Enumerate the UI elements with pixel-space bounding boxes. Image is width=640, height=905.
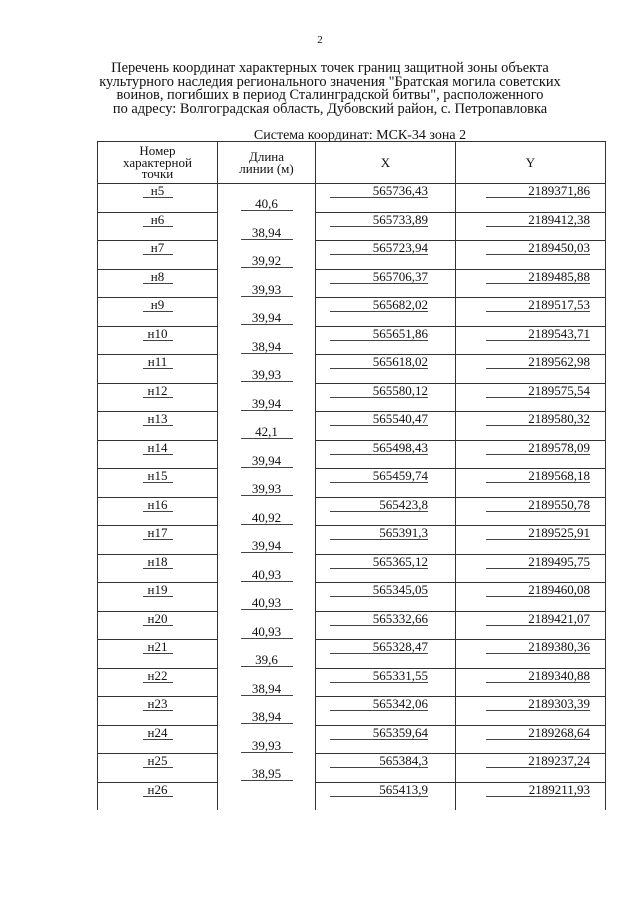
y-cell-value: 2189580,32 <box>486 413 590 426</box>
x-cell-value: 565359,64 <box>330 727 428 740</box>
x-cell-value: 565459,74 <box>330 470 428 483</box>
length-cell-value: 39,92 <box>241 255 293 268</box>
length-cell-value: 40,6 <box>241 198 293 211</box>
length-cell <box>218 469 316 498</box>
y-cell <box>456 782 606 810</box>
y-cell <box>456 241 606 270</box>
length-cell <box>218 326 316 355</box>
point-cell <box>98 554 218 583</box>
point-cell-value: н24 <box>143 727 173 740</box>
length-cell-value: 38,95 <box>241 768 293 781</box>
table-row <box>98 440 606 469</box>
length-cell <box>218 782 316 810</box>
table-row <box>98 212 606 241</box>
table-row <box>98 526 606 555</box>
length-cell <box>218 497 316 526</box>
length-cell-value: 39,93 <box>241 284 293 297</box>
x-cell-value: 565332,66 <box>330 613 428 626</box>
x-cell <box>316 725 456 754</box>
point-cell-value: н23 <box>143 698 173 711</box>
header-y: Y <box>456 142 606 184</box>
point-cell-value: н14 <box>143 442 173 455</box>
y-cell <box>456 725 606 754</box>
point-cell <box>98 668 218 697</box>
x-cell-value: 565723,94 <box>330 242 428 255</box>
point-cell-value: н19 <box>143 584 173 597</box>
title-line: культурного наследия регионального значения "Братская могила советских <box>99 73 561 90</box>
point-cell-value: н8 <box>143 271 173 284</box>
length-cell <box>218 526 316 555</box>
y-cell-value: 2189211,93 <box>486 784 590 797</box>
length-cell <box>218 298 316 327</box>
y-cell <box>456 640 606 669</box>
point-cell-value: н22 <box>143 670 173 683</box>
point-cell <box>98 241 218 270</box>
point-cell <box>98 440 218 469</box>
length-cell-value: 38,94 <box>241 227 293 240</box>
length-cell-value: 40,93 <box>241 569 293 582</box>
x-cell-value: 565342,06 <box>330 698 428 711</box>
point-cell <box>98 640 218 669</box>
table-row <box>98 668 606 697</box>
y-cell <box>456 554 606 583</box>
y-cell-value: 2189237,24 <box>486 755 590 768</box>
length-cell <box>218 725 316 754</box>
x-cell-value: 565423,8 <box>330 499 428 512</box>
length-cell <box>218 412 316 441</box>
x-cell-value: 565540,47 <box>330 413 428 426</box>
point-cell-value: н15 <box>143 470 173 483</box>
length-cell <box>218 212 316 241</box>
x-cell-value: 565733,89 <box>330 214 428 227</box>
table-row <box>98 754 606 783</box>
y-cell <box>456 526 606 555</box>
point-cell <box>98 412 218 441</box>
point-cell-value: н20 <box>143 613 173 626</box>
x-cell <box>316 469 456 498</box>
x-cell-value: 565345,05 <box>330 584 428 597</box>
y-cell <box>456 355 606 384</box>
x-cell <box>316 269 456 298</box>
y-cell <box>456 269 606 298</box>
y-cell <box>456 754 606 783</box>
y-cell-value: 2189371,86 <box>486 185 590 198</box>
table-row <box>98 412 606 441</box>
y-cell <box>456 298 606 327</box>
table-row <box>98 611 606 640</box>
y-cell-value: 2189562,98 <box>486 356 590 369</box>
length-cell <box>218 440 316 469</box>
table-row <box>98 269 606 298</box>
point-cell-value: н21 <box>143 641 173 654</box>
table-row <box>98 554 606 583</box>
x-cell-value: 565651,86 <box>330 328 428 341</box>
point-cell-value: н6 <box>143 214 173 227</box>
x-cell-value: 565331,55 <box>330 670 428 683</box>
length-cell <box>218 383 316 412</box>
point-cell-value: н5 <box>143 185 173 198</box>
coordinates-table <box>97 141 606 810</box>
length-cell <box>218 241 316 270</box>
x-cell <box>316 412 456 441</box>
point-cell <box>98 725 218 754</box>
y-cell <box>456 440 606 469</box>
y-cell-value: 2189575,54 <box>486 385 590 398</box>
y-cell-value: 2189543,71 <box>486 328 590 341</box>
y-cell-value: 2189380,36 <box>486 641 590 654</box>
y-cell <box>456 497 606 526</box>
header-line-length: Длина линии (м) <box>218 142 316 184</box>
x-cell-value: 565365,12 <box>330 556 428 569</box>
point-cell-value: н10 <box>143 328 173 341</box>
x-cell <box>316 298 456 327</box>
x-cell-value: 565328,47 <box>330 641 428 654</box>
y-cell <box>456 212 606 241</box>
point-cell-value: н9 <box>143 299 173 312</box>
length-cell-value: 39,94 <box>241 540 293 553</box>
point-cell <box>98 298 218 327</box>
y-cell-value: 2189495,75 <box>486 556 590 569</box>
point-cell-value: н17 <box>143 527 173 540</box>
table-row <box>98 355 606 384</box>
title-line: по адресу: Волгоградская область, Дубовский район, с. Петропавловка <box>112 100 548 117</box>
point-cell <box>98 355 218 384</box>
point-cell <box>98 469 218 498</box>
coordinate-system-label: Система координат: МСК-34 зона 2 <box>253 128 467 143</box>
header-x: X <box>316 142 456 184</box>
y-cell <box>456 184 606 213</box>
point-cell-value: н18 <box>143 556 173 569</box>
y-cell-value: 2189525,91 <box>486 527 590 540</box>
length-cell-value: 39,93 <box>241 369 293 382</box>
y-cell-value: 2189517,53 <box>486 299 590 312</box>
length-cell <box>218 583 316 612</box>
table-row <box>98 326 606 355</box>
y-cell-value: 2189340,88 <box>486 670 590 683</box>
x-cell <box>316 583 456 612</box>
length-cell <box>218 668 316 697</box>
y-cell <box>456 326 606 355</box>
table-row <box>98 383 606 412</box>
y-cell-value: 2189421,07 <box>486 613 590 626</box>
length-cell <box>218 355 316 384</box>
x-cell <box>316 668 456 697</box>
point-cell <box>98 697 218 726</box>
x-cell <box>316 212 456 241</box>
point-cell-value: н7 <box>143 242 173 255</box>
length-cell-value: 42,1 <box>241 426 293 439</box>
table-body <box>98 184 606 811</box>
point-cell <box>98 383 218 412</box>
length-cell <box>218 640 316 669</box>
y-cell <box>456 668 606 697</box>
x-cell-value: 565413,9 <box>330 784 428 797</box>
y-cell-value: 2189550,78 <box>486 499 590 512</box>
point-cell <box>98 583 218 612</box>
y-cell <box>456 611 606 640</box>
y-cell <box>456 583 606 612</box>
length-cell <box>218 697 316 726</box>
length-cell-value: 38,94 <box>241 341 293 354</box>
x-cell <box>316 754 456 783</box>
x-cell <box>316 526 456 555</box>
y-cell-value: 2189485,88 <box>486 271 590 284</box>
x-cell-value: 565384,3 <box>330 755 428 768</box>
x-cell-value: 565580,12 <box>330 385 428 398</box>
point-cell <box>98 497 218 526</box>
y-cell-value: 2189568,18 <box>486 470 590 483</box>
table-row <box>98 497 606 526</box>
x-cell <box>316 697 456 726</box>
point-cell <box>98 212 218 241</box>
y-cell <box>456 412 606 441</box>
y-cell <box>456 697 606 726</box>
x-cell <box>316 440 456 469</box>
x-cell <box>316 383 456 412</box>
point-cell-value: н12 <box>143 385 173 398</box>
length-cell-value: 38,94 <box>241 683 293 696</box>
table-header-row <box>98 142 606 184</box>
table-row <box>98 697 606 726</box>
length-cell <box>218 184 316 213</box>
table-row <box>98 725 606 754</box>
point-cell <box>98 269 218 298</box>
table-row <box>98 184 606 213</box>
x-cell <box>316 554 456 583</box>
length-cell-value: 39,6 <box>241 654 293 667</box>
y-cell-value: 2189450,03 <box>486 242 590 255</box>
table-row <box>98 298 606 327</box>
point-cell <box>98 754 218 783</box>
table-row <box>98 782 606 810</box>
length-cell <box>218 554 316 583</box>
point-cell-value: н26 <box>143 784 173 797</box>
table-row <box>98 640 606 669</box>
x-cell-value: 565391,3 <box>330 527 428 540</box>
x-cell <box>316 241 456 270</box>
table-row <box>98 469 606 498</box>
point-cell <box>98 782 218 810</box>
length-cell <box>218 611 316 640</box>
x-cell <box>316 782 456 810</box>
length-cell-value: 38,94 <box>241 711 293 724</box>
title-line: воинов, погибших в период Сталинградской битвы", расположенного <box>116 87 544 103</box>
document-title <box>70 62 590 116</box>
y-cell <box>456 469 606 498</box>
x-cell-value: 565498,43 <box>330 442 428 455</box>
length-cell-value: 39,94 <box>241 455 293 468</box>
length-cell-value: 40,93 <box>241 626 293 639</box>
length-cell <box>218 754 316 783</box>
x-cell-value: 565618,02 <box>330 356 428 369</box>
point-cell-value: н16 <box>143 499 173 512</box>
point-cell-value: н11 <box>143 356 173 369</box>
y-cell-value: 2189412,38 <box>486 214 590 227</box>
x-cell <box>316 355 456 384</box>
x-cell <box>316 611 456 640</box>
point-cell <box>98 526 218 555</box>
length-cell-value: 40,92 <box>241 512 293 525</box>
x-cell <box>316 640 456 669</box>
point-cell <box>98 326 218 355</box>
length-cell-value: 39,94 <box>241 312 293 325</box>
title-line: Перечень координат характерных точек границ защитной зоны объекта <box>111 60 549 76</box>
x-cell <box>316 326 456 355</box>
y-cell <box>456 383 606 412</box>
x-cell <box>316 497 456 526</box>
point-cell <box>98 611 218 640</box>
length-cell-value: 39,93 <box>241 483 293 496</box>
x-cell <box>316 184 456 213</box>
table-row <box>98 583 606 612</box>
length-cell-value: 40,93 <box>241 597 293 610</box>
y-cell-value: 2189268,64 <box>486 727 590 740</box>
y-cell-value: 2189303,39 <box>486 698 590 711</box>
page-number: 2 <box>317 34 323 46</box>
point-cell-value: н13 <box>143 413 173 426</box>
header-point-number: Номер характерной точки <box>98 142 218 184</box>
table-row <box>98 241 606 270</box>
length-cell <box>218 269 316 298</box>
length-cell-value: 39,94 <box>241 398 293 411</box>
point-cell <box>98 184 218 213</box>
length-cell-value: 39,93 <box>241 740 293 753</box>
x-cell-value: 565682,02 <box>330 299 428 312</box>
x-cell-value: 565736,43 <box>330 185 428 198</box>
point-cell-value: н25 <box>143 755 173 768</box>
y-cell-value: 2189578,09 <box>486 442 590 455</box>
y-cell-value: 2189460,08 <box>486 584 590 597</box>
x-cell-value: 565706,37 <box>330 271 428 284</box>
